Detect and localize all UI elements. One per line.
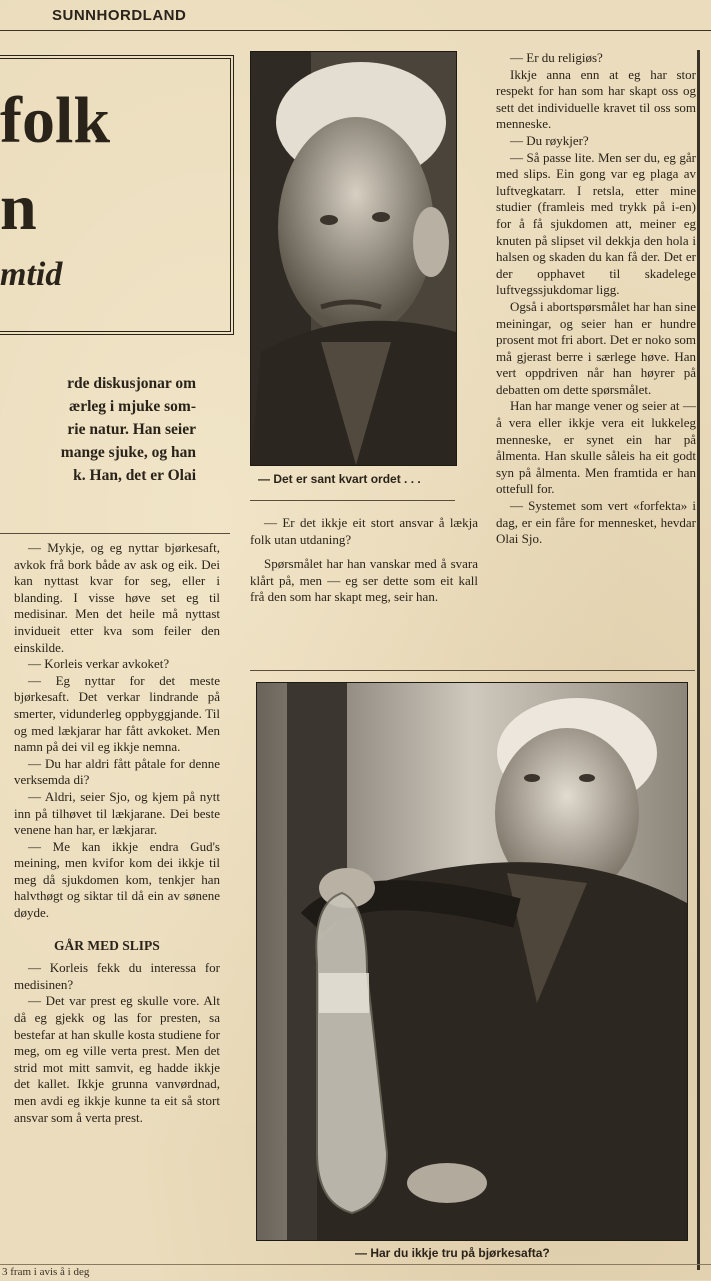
paragraph: — Eg nyttar for det meste bjørkesaft. Det verkar lindrande på smerter, vidunderleg oppbyggjande. Til og med lækjarar har fått avkoket. Men namn på dei vil eg ikkje nemna. (14, 672, 220, 755)
photo-caption: — Det er sant kvart ordet . . . (258, 472, 421, 486)
paragraph: — Du har aldri fått påtale for denne verksemda di? (14, 755, 220, 788)
paragraph: Spørsmålet har han vanskar med å svara klårt på, men — eg ser dette som eit kall frå den som har skapt meg, seir han. (250, 556, 478, 605)
headline-line-2: n (0, 171, 37, 244)
subheading: GÅR MED SLIPS (54, 937, 160, 953)
paragraph: — Korleis verkar avkoket? (28, 656, 170, 672)
middle-column (250, 515, 478, 606)
divider (250, 670, 695, 671)
column-rule (697, 50, 700, 1270)
paragraph: Ikkje anna enn at eg har stor respekt for han som har skapt oss og sett det individuelle kravet til oss som menneske. (496, 66, 696, 132)
paragraph: — Mykje, og eg nyttar bjørkesaft, avkok frå bork både av ask og eik. Dei kan nyttast kvar for seg, eller i blanding. I visse høve set eg til medisinar. Men det heile må nyttast invidueit etter kva som feiler den einskilde. (14, 540, 220, 655)
cut-off-text: 3 fram i avis å i deg (2, 1266, 90, 1278)
headline-line-1: folk (0, 84, 111, 157)
portrait-photo (250, 51, 457, 466)
lead-paragraph: rde diskusjonar om ærleg i mjuke som- rie natur. Han seier mange sjuke, og han k. Han, det er Olai (60, 375, 196, 484)
bottom-strip (0, 1264, 711, 1281)
paragraph: — Korleis fekk du interessa for medisinen? (14, 960, 220, 992)
section-label: SUNNHORDLAND (52, 7, 187, 24)
divider (0, 533, 230, 534)
divider (250, 500, 455, 501)
paragraph: — Aldri, seier Sjo, og kjem på nytt inn på tilhøvet til lækjarane. Dei beste venene han har, er lækjarar. (14, 788, 220, 838)
paragraph: — Er du religiøs? (510, 50, 603, 65)
right-column (496, 50, 696, 548)
paragraph: — Me kan ikkje endra Gud's meining, men kvifor kom dei ikkje til meg då sjukdomen kom, tenkjer han halvthøgt og siktar til då ein av sønene døyde. (14, 838, 220, 921)
paragraph: — Du røykjer? (510, 132, 589, 148)
photo-caption: — Har du ikkje tru på bjørkesafta? (355, 1246, 550, 1260)
paragraph: — Er det ikkje eit stort ansvar å lækja folk utan utdaning? (250, 515, 478, 547)
headline-subtitle: mtid (0, 256, 63, 293)
paragraph: — Systemet som vert «forfekta» i dag, er ein fåre for mennesket, hevdar Olai Sjo. (496, 498, 696, 547)
page-header (0, 0, 711, 31)
left-column (14, 540, 220, 1126)
paragraph: Han har mange vener og seier at — å vera eller ikkje vera eit lukkeleg menneske, er synet ein har på ålmenta. Han skulle såleis ha eit godt syn på ålmenta. Men framtida er han ottefull for. (496, 398, 696, 497)
bottle-photo (256, 682, 688, 1241)
paragraph: — Så passe lite. Men ser du, eg går med slips. Ein gong var eg plaga av luftvegkatarr. I retsla, etter mine studier (framleis med trykk på i-en) for å få sjukdomen att, meiner eg knuten på slipset vil dekkja den hola i halsen og skaden du kan få der. Det er der opphavet til skadelege luftvegssjukdomar ligg. (496, 149, 696, 298)
paragraph: — Det var prest eg skulle vore. Alt då eg gjekk og las for presten, sa bestefar at han skulle kosta studiene for meg, om eg ville verta prest. Men det strid mot mitt samvit, eg hadde ikkje det kallet. Ikkje grunna vanvørdnad, men avdi eg ikkje kunne ta eit så stort ansvar som å verta prest. (14, 993, 220, 1125)
paragraph: Også i abortspørsmålet har han sine meiningar, og seier han er hundre prosent mot fri abort. Det er noko som må gjerast berre i særlege høve. Han vert oppdriven når han høyrer på debatten om dette spørsmålet. (496, 298, 697, 397)
